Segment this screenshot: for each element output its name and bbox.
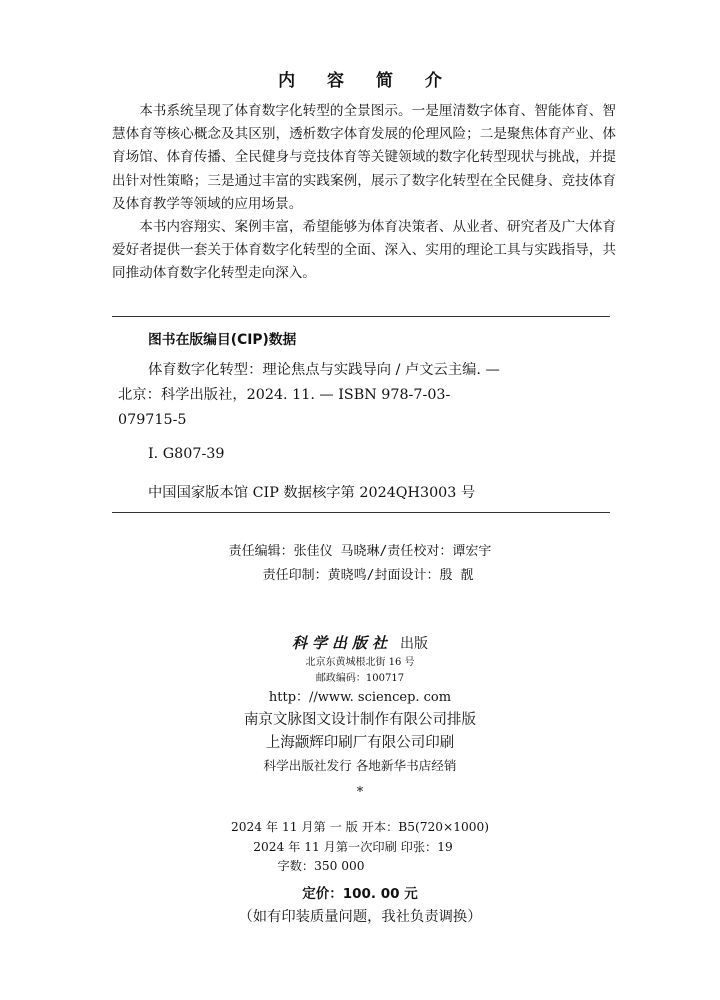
separator-star: * bbox=[356, 785, 364, 800]
publisher-website: http：//www. sciencep. com bbox=[268, 690, 452, 705]
publisher-logo-name: 科学出版社 bbox=[291, 634, 392, 652]
distribution-line: 科学出版社发行 各地新华书店经销 bbox=[263, 758, 457, 773]
cip-heading: 图书在版编目(CIP)数据 bbox=[148, 332, 297, 348]
intro-section bbox=[112, 100, 616, 286]
printer-line: 上海颛辉印刷厂有限公司印刷 bbox=[265, 735, 455, 751]
cip-bottom-divider bbox=[112, 512, 610, 513]
quality-notice: （如有印装质量问题，我社负责调换） bbox=[238, 909, 482, 925]
credits-line-editors: 责任编辑：张佳仪 马晓琳/责任校对：谭宏宇 bbox=[228, 544, 492, 559]
intro-title: 内 容 简 介 bbox=[278, 71, 455, 91]
publisher-address: 北京东黄城根北街 16 号 bbox=[305, 657, 415, 668]
publisher-suffix: 出版 bbox=[400, 636, 428, 652]
edition-specs bbox=[0, 818, 720, 877]
cip-top-divider bbox=[112, 316, 610, 317]
publisher-imprint bbox=[0, 632, 720, 804]
publisher-line bbox=[0, 632, 720, 655]
intro-paragraph-2: 本书内容翔实、案例丰富，希望能够为体育决策者、从业者、研究者及广大体育爱好者提供一套关于体育数字化转型的全面、深入、实用的理论工具与实践指导，共同推动体育数字化转型走向深入。 bbox=[112, 219, 616, 282]
typesetter-line: 南京文脉图文设计制作有限公司排版 bbox=[244, 712, 476, 728]
editorial-credits bbox=[0, 540, 720, 588]
spec-edition: 2024 年 11 月第 一 版 开本：B5(720×1000) bbox=[231, 820, 489, 834]
spec-word-count: 字数：350 000 bbox=[277, 859, 365, 873]
intro-paragraph-1: 本书系统呈现了体育数字化转型的全景图示。一是厘清数字体育、智能体育、智慧体育等核心概念及其区别，透析数字体育发展的伦理风险；二是聚焦体育产业、体育场馆、体育传播、全民健身与竞技体育等关键领域的数字化转型现状与挑战，并提出针对性策略；三是通过丰富的实践案例，展示了数字化转型在全民健身、竞技体育及体育教学等领域的应用场景。 bbox=[112, 103, 616, 212]
cip-classification: Ⅰ. G807-39 bbox=[148, 446, 225, 462]
credits-line-production: 责任印制：黄晓鸣/封面设计：殷 靓 bbox=[262, 568, 474, 583]
price-label: 定价：100. 00 元 bbox=[302, 886, 418, 902]
publisher-postcode: 邮政编码：100717 bbox=[315, 673, 405, 684]
cip-record-number: 中国国家版本馆 CIP 数据核字第 2024QH3003 号 bbox=[148, 485, 476, 501]
cip-record: 体育数字化转型：理论焦点与实践导向 / 卢文云主编. — 北京：科学出版社，2024. 11. — ISBN 978-7-03-079715-5 bbox=[118, 362, 500, 428]
spec-printing: 2024 年 11 月第一次印刷 印张：19 bbox=[253, 839, 453, 854]
